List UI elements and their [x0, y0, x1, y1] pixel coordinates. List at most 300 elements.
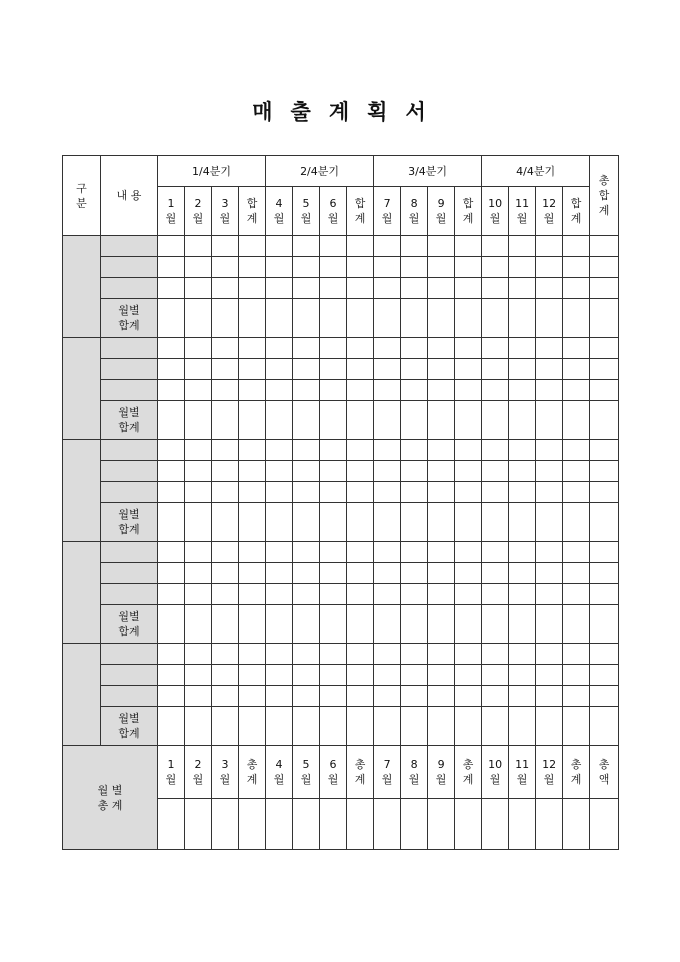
content-cell[interactable]	[101, 359, 158, 380]
value-cell[interactable]	[185, 584, 212, 605]
value-cell[interactable]	[347, 380, 374, 401]
value-cell[interactable]	[185, 236, 212, 257]
value-cell[interactable]	[266, 644, 293, 665]
subtotal-value-cell[interactable]	[536, 299, 563, 338]
value-cell[interactable]	[455, 338, 482, 359]
value-cell[interactable]	[293, 380, 320, 401]
value-cell[interactable]	[509, 257, 536, 278]
value-cell[interactable]	[482, 461, 509, 482]
value-cell[interactable]	[293, 644, 320, 665]
value-cell[interactable]	[158, 686, 185, 707]
subtotal-value-cell[interactable]	[266, 299, 293, 338]
content-cell[interactable]	[101, 482, 158, 503]
value-cell[interactable]	[239, 542, 266, 563]
value-cell[interactable]	[266, 584, 293, 605]
value-cell[interactable]	[347, 686, 374, 707]
value-cell[interactable]	[185, 563, 212, 584]
subtotal-value-cell[interactable]	[158, 503, 185, 542]
value-cell[interactable]	[455, 686, 482, 707]
subtotal-value-cell[interactable]	[509, 299, 536, 338]
value-cell[interactable]	[374, 461, 401, 482]
value-cell[interactable]	[482, 563, 509, 584]
value-cell[interactable]	[509, 440, 536, 461]
value-cell[interactable]	[509, 686, 536, 707]
value-cell[interactable]	[158, 359, 185, 380]
value-cell[interactable]	[563, 584, 590, 605]
value-cell[interactable]	[347, 338, 374, 359]
subtotal-value-cell[interactable]	[347, 503, 374, 542]
value-cell[interactable]	[185, 380, 212, 401]
value-cell[interactable]	[509, 461, 536, 482]
subtotal-value-cell[interactable]	[374, 299, 401, 338]
subtotal-value-cell[interactable]	[293, 299, 320, 338]
value-cell[interactable]	[212, 644, 239, 665]
value-cell[interactable]	[509, 380, 536, 401]
value-cell[interactable]	[320, 482, 347, 503]
subtotal-value-cell[interactable]	[320, 503, 347, 542]
subtotal-value-cell[interactable]	[347, 401, 374, 440]
subtotal-value-cell[interactable]	[401, 503, 428, 542]
subtotal-value-cell[interactable]	[455, 299, 482, 338]
value-cell[interactable]	[158, 542, 185, 563]
value-cell[interactable]	[320, 686, 347, 707]
content-cell[interactable]	[101, 338, 158, 359]
value-cell[interactable]	[374, 644, 401, 665]
value-cell[interactable]	[320, 584, 347, 605]
value-cell[interactable]	[509, 359, 536, 380]
value-cell[interactable]	[239, 563, 266, 584]
content-cell[interactable]	[101, 542, 158, 563]
subtotal-value-cell[interactable]	[212, 401, 239, 440]
subtotal-value-cell[interactable]	[320, 707, 347, 746]
value-cell[interactable]	[374, 542, 401, 563]
subtotal-value-cell[interactable]	[428, 299, 455, 338]
group-category-cell[interactable]	[63, 542, 101, 644]
footer-value-cell[interactable]	[482, 799, 509, 850]
value-cell[interactable]	[212, 278, 239, 299]
value-cell[interactable]	[212, 665, 239, 686]
subtotal-value-cell[interactable]	[536, 401, 563, 440]
value-cell[interactable]	[428, 584, 455, 605]
subtotal-value-cell[interactable]	[563, 707, 590, 746]
value-cell[interactable]	[293, 257, 320, 278]
value-cell[interactable]	[212, 461, 239, 482]
subtotal-value-cell[interactable]	[482, 401, 509, 440]
value-cell[interactable]	[509, 542, 536, 563]
value-cell[interactable]	[401, 380, 428, 401]
subtotal-value-cell[interactable]	[482, 503, 509, 542]
value-cell[interactable]	[347, 644, 374, 665]
value-cell[interactable]	[482, 380, 509, 401]
subtotal-value-cell[interactable]	[482, 707, 509, 746]
value-cell[interactable]	[455, 257, 482, 278]
value-cell[interactable]	[401, 236, 428, 257]
value-cell[interactable]	[482, 584, 509, 605]
subtotal-value-cell[interactable]	[374, 605, 401, 644]
value-cell[interactable]	[212, 338, 239, 359]
subtotal-value-cell[interactable]	[482, 299, 509, 338]
value-cell[interactable]	[590, 563, 619, 584]
value-cell[interactable]	[563, 278, 590, 299]
value-cell[interactable]	[158, 644, 185, 665]
value-cell[interactable]	[239, 665, 266, 686]
content-cell[interactable]	[101, 563, 158, 584]
footer-value-cell[interactable]	[158, 799, 185, 850]
subtotal-value-cell[interactable]	[428, 707, 455, 746]
value-cell[interactable]	[455, 542, 482, 563]
subtotal-value-cell[interactable]	[320, 299, 347, 338]
value-cell[interactable]	[509, 665, 536, 686]
value-cell[interactable]	[320, 644, 347, 665]
value-cell[interactable]	[590, 338, 619, 359]
value-cell[interactable]	[536, 644, 563, 665]
value-cell[interactable]	[266, 278, 293, 299]
value-cell[interactable]	[293, 278, 320, 299]
value-cell[interactable]	[374, 440, 401, 461]
value-cell[interactable]	[185, 461, 212, 482]
value-cell[interactable]	[212, 236, 239, 257]
value-cell[interactable]	[401, 359, 428, 380]
value-cell[interactable]	[401, 665, 428, 686]
group-category-cell[interactable]	[63, 236, 101, 338]
value-cell[interactable]	[347, 584, 374, 605]
value-cell[interactable]	[536, 359, 563, 380]
subtotal-value-cell[interactable]	[590, 605, 619, 644]
value-cell[interactable]	[428, 257, 455, 278]
subtotal-value-cell[interactable]	[158, 605, 185, 644]
value-cell[interactable]	[590, 380, 619, 401]
value-cell[interactable]	[266, 380, 293, 401]
value-cell[interactable]	[509, 584, 536, 605]
value-cell[interactable]	[536, 236, 563, 257]
value-cell[interactable]	[266, 440, 293, 461]
value-cell[interactable]	[482, 236, 509, 257]
value-cell[interactable]	[401, 542, 428, 563]
content-cell[interactable]	[101, 461, 158, 482]
value-cell[interactable]	[482, 686, 509, 707]
value-cell[interactable]	[590, 584, 619, 605]
value-cell[interactable]	[536, 584, 563, 605]
value-cell[interactable]	[347, 278, 374, 299]
value-cell[interactable]	[158, 236, 185, 257]
subtotal-value-cell[interactable]	[590, 401, 619, 440]
value-cell[interactable]	[293, 665, 320, 686]
value-cell[interactable]	[320, 359, 347, 380]
value-cell[interactable]	[374, 665, 401, 686]
value-cell[interactable]	[347, 542, 374, 563]
subtotal-value-cell[interactable]	[428, 503, 455, 542]
value-cell[interactable]	[401, 278, 428, 299]
value-cell[interactable]	[374, 686, 401, 707]
value-cell[interactable]	[185, 542, 212, 563]
subtotal-value-cell[interactable]	[320, 401, 347, 440]
value-cell[interactable]	[536, 440, 563, 461]
subtotal-value-cell[interactable]	[239, 299, 266, 338]
value-cell[interactable]	[374, 236, 401, 257]
value-cell[interactable]	[185, 257, 212, 278]
value-cell[interactable]	[401, 257, 428, 278]
value-cell[interactable]	[293, 482, 320, 503]
value-cell[interactable]	[347, 236, 374, 257]
value-cell[interactable]	[239, 461, 266, 482]
footer-value-cell[interactable]	[212, 799, 239, 850]
value-cell[interactable]	[212, 440, 239, 461]
value-cell[interactable]	[590, 440, 619, 461]
value-cell[interactable]	[239, 359, 266, 380]
value-cell[interactable]	[185, 278, 212, 299]
value-cell[interactable]	[536, 278, 563, 299]
value-cell[interactable]	[428, 278, 455, 299]
value-cell[interactable]	[158, 338, 185, 359]
value-cell[interactable]	[320, 563, 347, 584]
value-cell[interactable]	[455, 644, 482, 665]
value-cell[interactable]	[428, 236, 455, 257]
value-cell[interactable]	[320, 236, 347, 257]
value-cell[interactable]	[590, 461, 619, 482]
subtotal-value-cell[interactable]	[185, 605, 212, 644]
value-cell[interactable]	[293, 359, 320, 380]
footer-value-cell[interactable]	[401, 799, 428, 850]
value-cell[interactable]	[185, 482, 212, 503]
value-cell[interactable]	[536, 665, 563, 686]
value-cell[interactable]	[239, 440, 266, 461]
subtotal-value-cell[interactable]	[158, 401, 185, 440]
subtotal-value-cell[interactable]	[158, 707, 185, 746]
value-cell[interactable]	[401, 338, 428, 359]
footer-value-cell[interactable]	[428, 799, 455, 850]
content-cell[interactable]	[101, 584, 158, 605]
value-cell[interactable]	[509, 644, 536, 665]
value-cell[interactable]	[158, 584, 185, 605]
content-cell[interactable]	[101, 380, 158, 401]
subtotal-value-cell[interactable]	[293, 401, 320, 440]
value-cell[interactable]	[536, 686, 563, 707]
value-cell[interactable]	[320, 542, 347, 563]
value-cell[interactable]	[428, 440, 455, 461]
subtotal-value-cell[interactable]	[455, 605, 482, 644]
value-cell[interactable]	[185, 644, 212, 665]
value-cell[interactable]	[239, 338, 266, 359]
footer-value-cell[interactable]	[320, 799, 347, 850]
value-cell[interactable]	[455, 584, 482, 605]
value-cell[interactable]	[158, 665, 185, 686]
footer-value-cell[interactable]	[293, 799, 320, 850]
subtotal-value-cell[interactable]	[509, 707, 536, 746]
value-cell[interactable]	[374, 482, 401, 503]
value-cell[interactable]	[266, 461, 293, 482]
content-cell[interactable]	[101, 665, 158, 686]
value-cell[interactable]	[428, 461, 455, 482]
value-cell[interactable]	[590, 542, 619, 563]
subtotal-value-cell[interactable]	[212, 605, 239, 644]
subtotal-value-cell[interactable]	[482, 605, 509, 644]
subtotal-value-cell[interactable]	[590, 299, 619, 338]
value-cell[interactable]	[347, 461, 374, 482]
value-cell[interactable]	[563, 563, 590, 584]
value-cell[interactable]	[563, 461, 590, 482]
value-cell[interactable]	[347, 440, 374, 461]
value-cell[interactable]	[536, 563, 563, 584]
subtotal-value-cell[interactable]	[563, 503, 590, 542]
subtotal-value-cell[interactable]	[401, 605, 428, 644]
value-cell[interactable]	[320, 278, 347, 299]
footer-value-cell[interactable]	[185, 799, 212, 850]
value-cell[interactable]	[158, 482, 185, 503]
value-cell[interactable]	[482, 644, 509, 665]
value-cell[interactable]	[158, 461, 185, 482]
group-category-cell[interactable]	[63, 440, 101, 542]
subtotal-value-cell[interactable]	[266, 503, 293, 542]
value-cell[interactable]	[374, 563, 401, 584]
value-cell[interactable]	[428, 644, 455, 665]
value-cell[interactable]	[536, 482, 563, 503]
value-cell[interactable]	[482, 359, 509, 380]
subtotal-value-cell[interactable]	[455, 401, 482, 440]
footer-value-cell[interactable]	[266, 799, 293, 850]
value-cell[interactable]	[185, 338, 212, 359]
value-cell[interactable]	[590, 665, 619, 686]
value-cell[interactable]	[401, 440, 428, 461]
value-cell[interactable]	[185, 440, 212, 461]
value-cell[interactable]	[428, 542, 455, 563]
subtotal-value-cell[interactable]	[374, 503, 401, 542]
subtotal-value-cell[interactable]	[590, 503, 619, 542]
subtotal-value-cell[interactable]	[509, 503, 536, 542]
footer-value-cell[interactable]	[455, 799, 482, 850]
value-cell[interactable]	[293, 563, 320, 584]
subtotal-value-cell[interactable]	[536, 503, 563, 542]
subtotal-value-cell[interactable]	[347, 605, 374, 644]
value-cell[interactable]	[266, 236, 293, 257]
value-cell[interactable]	[320, 380, 347, 401]
value-cell[interactable]	[563, 665, 590, 686]
value-cell[interactable]	[266, 482, 293, 503]
value-cell[interactable]	[320, 338, 347, 359]
value-cell[interactable]	[509, 278, 536, 299]
footer-value-cell[interactable]	[563, 799, 590, 850]
value-cell[interactable]	[482, 482, 509, 503]
subtotal-value-cell[interactable]	[212, 707, 239, 746]
value-cell[interactable]	[293, 338, 320, 359]
value-cell[interactable]	[455, 359, 482, 380]
subtotal-value-cell[interactable]	[293, 707, 320, 746]
value-cell[interactable]	[374, 359, 401, 380]
value-cell[interactable]	[563, 236, 590, 257]
value-cell[interactable]	[482, 278, 509, 299]
value-cell[interactable]	[347, 563, 374, 584]
value-cell[interactable]	[509, 563, 536, 584]
value-cell[interactable]	[536, 542, 563, 563]
value-cell[interactable]	[563, 440, 590, 461]
value-cell[interactable]	[266, 542, 293, 563]
subtotal-value-cell[interactable]	[266, 401, 293, 440]
value-cell[interactable]	[428, 338, 455, 359]
value-cell[interactable]	[536, 257, 563, 278]
subtotal-value-cell[interactable]	[428, 605, 455, 644]
value-cell[interactable]	[347, 482, 374, 503]
value-cell[interactable]	[320, 257, 347, 278]
subtotal-value-cell[interactable]	[239, 605, 266, 644]
value-cell[interactable]	[590, 482, 619, 503]
value-cell[interactable]	[401, 482, 428, 503]
group-category-cell[interactable]	[63, 338, 101, 440]
value-cell[interactable]	[239, 482, 266, 503]
value-cell[interactable]	[482, 542, 509, 563]
value-cell[interactable]	[293, 440, 320, 461]
value-cell[interactable]	[158, 440, 185, 461]
value-cell[interactable]	[212, 584, 239, 605]
value-cell[interactable]	[185, 665, 212, 686]
value-cell[interactable]	[428, 563, 455, 584]
subtotal-value-cell[interactable]	[185, 707, 212, 746]
value-cell[interactable]	[482, 665, 509, 686]
value-cell[interactable]	[590, 359, 619, 380]
subtotal-value-cell[interactable]	[374, 707, 401, 746]
value-cell[interactable]	[401, 644, 428, 665]
footer-value-cell[interactable]	[509, 799, 536, 850]
value-cell[interactable]	[293, 236, 320, 257]
value-cell[interactable]	[266, 563, 293, 584]
subtotal-value-cell[interactable]	[536, 707, 563, 746]
value-cell[interactable]	[563, 380, 590, 401]
value-cell[interactable]	[212, 359, 239, 380]
value-cell[interactable]	[293, 584, 320, 605]
subtotal-value-cell[interactable]	[428, 401, 455, 440]
value-cell[interactable]	[212, 686, 239, 707]
value-cell[interactable]	[590, 644, 619, 665]
value-cell[interactable]	[374, 278, 401, 299]
value-cell[interactable]	[536, 338, 563, 359]
value-cell[interactable]	[239, 644, 266, 665]
subtotal-value-cell[interactable]	[185, 503, 212, 542]
value-cell[interactable]	[455, 236, 482, 257]
value-cell[interactable]	[293, 542, 320, 563]
value-cell[interactable]	[509, 236, 536, 257]
value-cell[interactable]	[212, 563, 239, 584]
value-cell[interactable]	[212, 542, 239, 563]
value-cell[interactable]	[455, 440, 482, 461]
value-cell[interactable]	[509, 338, 536, 359]
subtotal-value-cell[interactable]	[401, 299, 428, 338]
value-cell[interactable]	[374, 257, 401, 278]
subtotal-value-cell[interactable]	[293, 605, 320, 644]
value-cell[interactable]	[239, 257, 266, 278]
value-cell[interactable]	[266, 665, 293, 686]
content-cell[interactable]	[101, 236, 158, 257]
value-cell[interactable]	[455, 380, 482, 401]
value-cell[interactable]	[158, 257, 185, 278]
subtotal-value-cell[interactable]	[401, 707, 428, 746]
value-cell[interactable]	[293, 461, 320, 482]
value-cell[interactable]	[590, 257, 619, 278]
subtotal-value-cell[interactable]	[239, 503, 266, 542]
value-cell[interactable]	[320, 665, 347, 686]
value-cell[interactable]	[239, 584, 266, 605]
value-cell[interactable]	[563, 359, 590, 380]
subtotal-value-cell[interactable]	[563, 299, 590, 338]
value-cell[interactable]	[158, 278, 185, 299]
subtotal-value-cell[interactable]	[374, 401, 401, 440]
value-cell[interactable]	[320, 461, 347, 482]
value-cell[interactable]	[563, 482, 590, 503]
content-cell[interactable]	[101, 278, 158, 299]
subtotal-value-cell[interactable]	[185, 299, 212, 338]
value-cell[interactable]	[347, 257, 374, 278]
subtotal-value-cell[interactable]	[509, 401, 536, 440]
subtotal-value-cell[interactable]	[536, 605, 563, 644]
value-cell[interactable]	[455, 563, 482, 584]
subtotal-value-cell[interactable]	[563, 605, 590, 644]
